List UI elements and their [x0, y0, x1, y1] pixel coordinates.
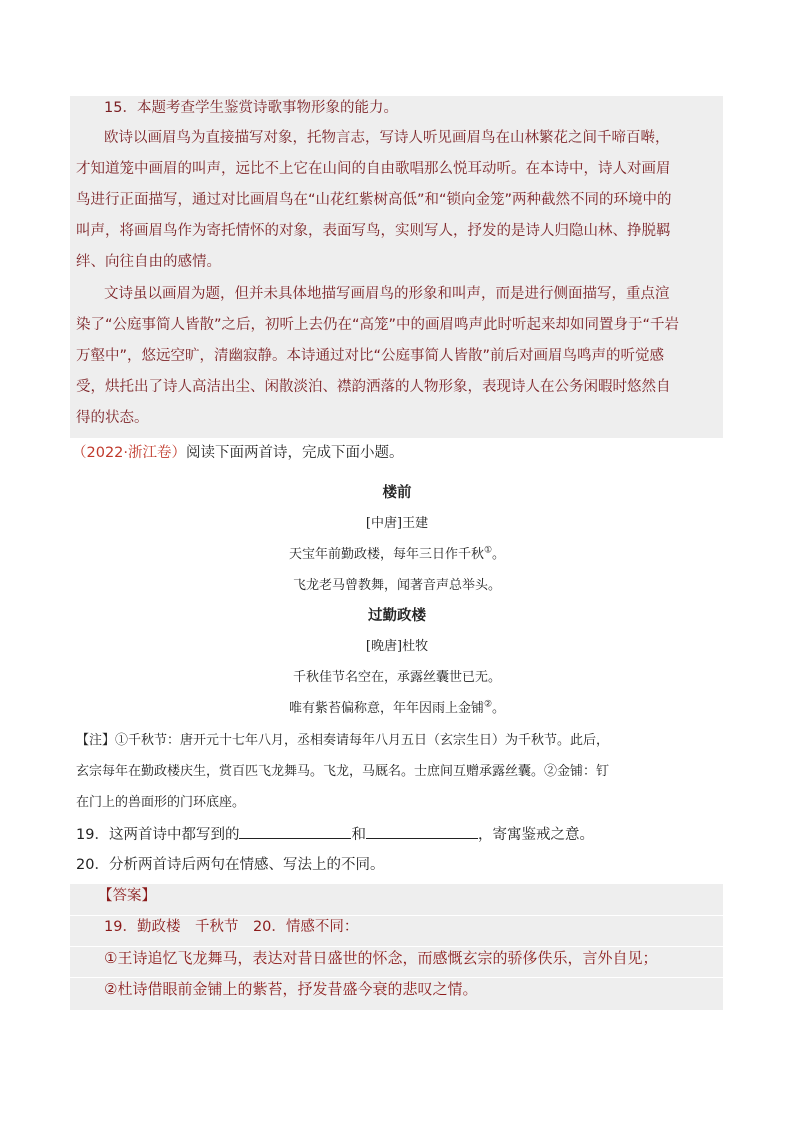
footnote-mark: ① — [483, 545, 493, 556]
answer-header: 【答案】 — [98, 888, 156, 904]
question-instruction: 阅读下面两首诗，完成下面小题。 — [186, 445, 404, 461]
poem2-line1: 千秋佳节名空在，承露丝囊世已无。 — [292, 670, 501, 685]
answer-blank[interactable] — [366, 824, 478, 839]
question-19: 19．这两首诗中都写到的 和 ，寄寓鉴戒之意。 — [76, 824, 594, 845]
answer-line: ②杜诗借眼前金铺上的紫苔，抒发昔盛今衰的悲叹之情。 — [104, 980, 478, 998]
poem2-line2: 唯有紫苔偏称意，年年因雨上金铺②。 — [288, 699, 506, 716]
answer-line: 19．勤政楼 千秋节 20．情感不同： — [104, 919, 359, 935]
question-20: 20．分析两首诗后两句在情感、写法上的不同。 — [76, 857, 385, 873]
poem1-title: 楼前 — [382, 485, 412, 501]
note-line: 【注】①千秋节：唐开元十七年八月，丞相奏请每年八月五日（玄宗生日）为千秋节。此后， — [76, 733, 610, 748]
note-line: 在门上的兽面形的门环底座。 — [76, 795, 246, 810]
footnote-mark: ② — [483, 699, 493, 710]
analysis-p2-line: 得的状态。 — [76, 410, 149, 426]
answer-line: ①王诗追忆飞龙舞马，表达对昔日盛世的怀念，而感慨玄宗的骄侈佚乐，言外自见； — [104, 949, 658, 967]
question-intro — [72, 443, 404, 463]
poem1-author: [中唐]王建 — [365, 516, 429, 531]
analysis-p1-line: 才知道笼中画眉的叫声，远比不上它在山间的自由歌唱那么悦耳动听。在本诗中，诗人对画眉 — [76, 161, 671, 177]
analysis-p2-line: 文诗虽以画眉为题，但并未具体地描写画眉鸟的形象和叫声，而是进行侧面描写，重点渲 — [104, 286, 670, 302]
poem2-title: 过勤政楼 — [368, 608, 426, 624]
note-line: 玄宗每年在勤政楼庆生，赏百匹飞龙舞马。飞龙，马厩名。士庶间互赠承露丝囊。②金铺：钉 — [76, 764, 610, 779]
divider — [70, 915, 723, 916]
analysis-p1-line: 叫声，将画眉鸟作为寄托情怀的对象，表面写鸟，实则写人，抒发的是诗人归隐山林、挣脱羁 — [76, 223, 671, 239]
analysis-p2-line: 染了“公庭事简人皆散”之后，初听上去仍在“高笼”中的画眉鸣声此时听起来却如同置身于“千岩 — [76, 317, 680, 333]
analysis-p1-line: 欧诗以画眉鸟为直接描写对象，托物言志，写诗人听见画眉鸟在山林繁花之间千啼百啭， — [104, 130, 670, 146]
analysis-p2-line: 受，烘托出了诗人高洁出尘、闲散淡泊、襟韵洒落的人物形象，表现诗人在公务闲暇时悠然自 — [76, 379, 671, 395]
divider — [70, 946, 723, 947]
poem1-line1: 天宝年前勤政楼，每年三日作千秋①。 — [288, 545, 506, 562]
analysis-p1-line: 鸟进行正面描写，通过对比画眉鸟在“山花红紫树高低”和“锁向金笼”两种截然不同的环境中的 — [76, 192, 672, 208]
answer-blank[interactable] — [239, 824, 351, 839]
analysis-p1-line: 绊、向往自由的感情。 — [76, 254, 221, 270]
question-source: （2022·浙江卷） — [72, 445, 187, 461]
analysis-p2-line: 万壑中”，悠远空旷，清幽寂静。本诗通过对比“公庭事简人皆散”前后对画眉鸟鸣声的听觉感 — [76, 348, 665, 364]
poem1-line2: 飞龙老马曾教舞，闻著音声总举头。 — [292, 578, 501, 593]
poem2-author: [晚唐]杜牧 — [365, 639, 429, 654]
q15-title: 15．本题考查学生鉴赏诗歌事物形象的能力。 — [104, 100, 398, 116]
divider — [70, 977, 723, 978]
